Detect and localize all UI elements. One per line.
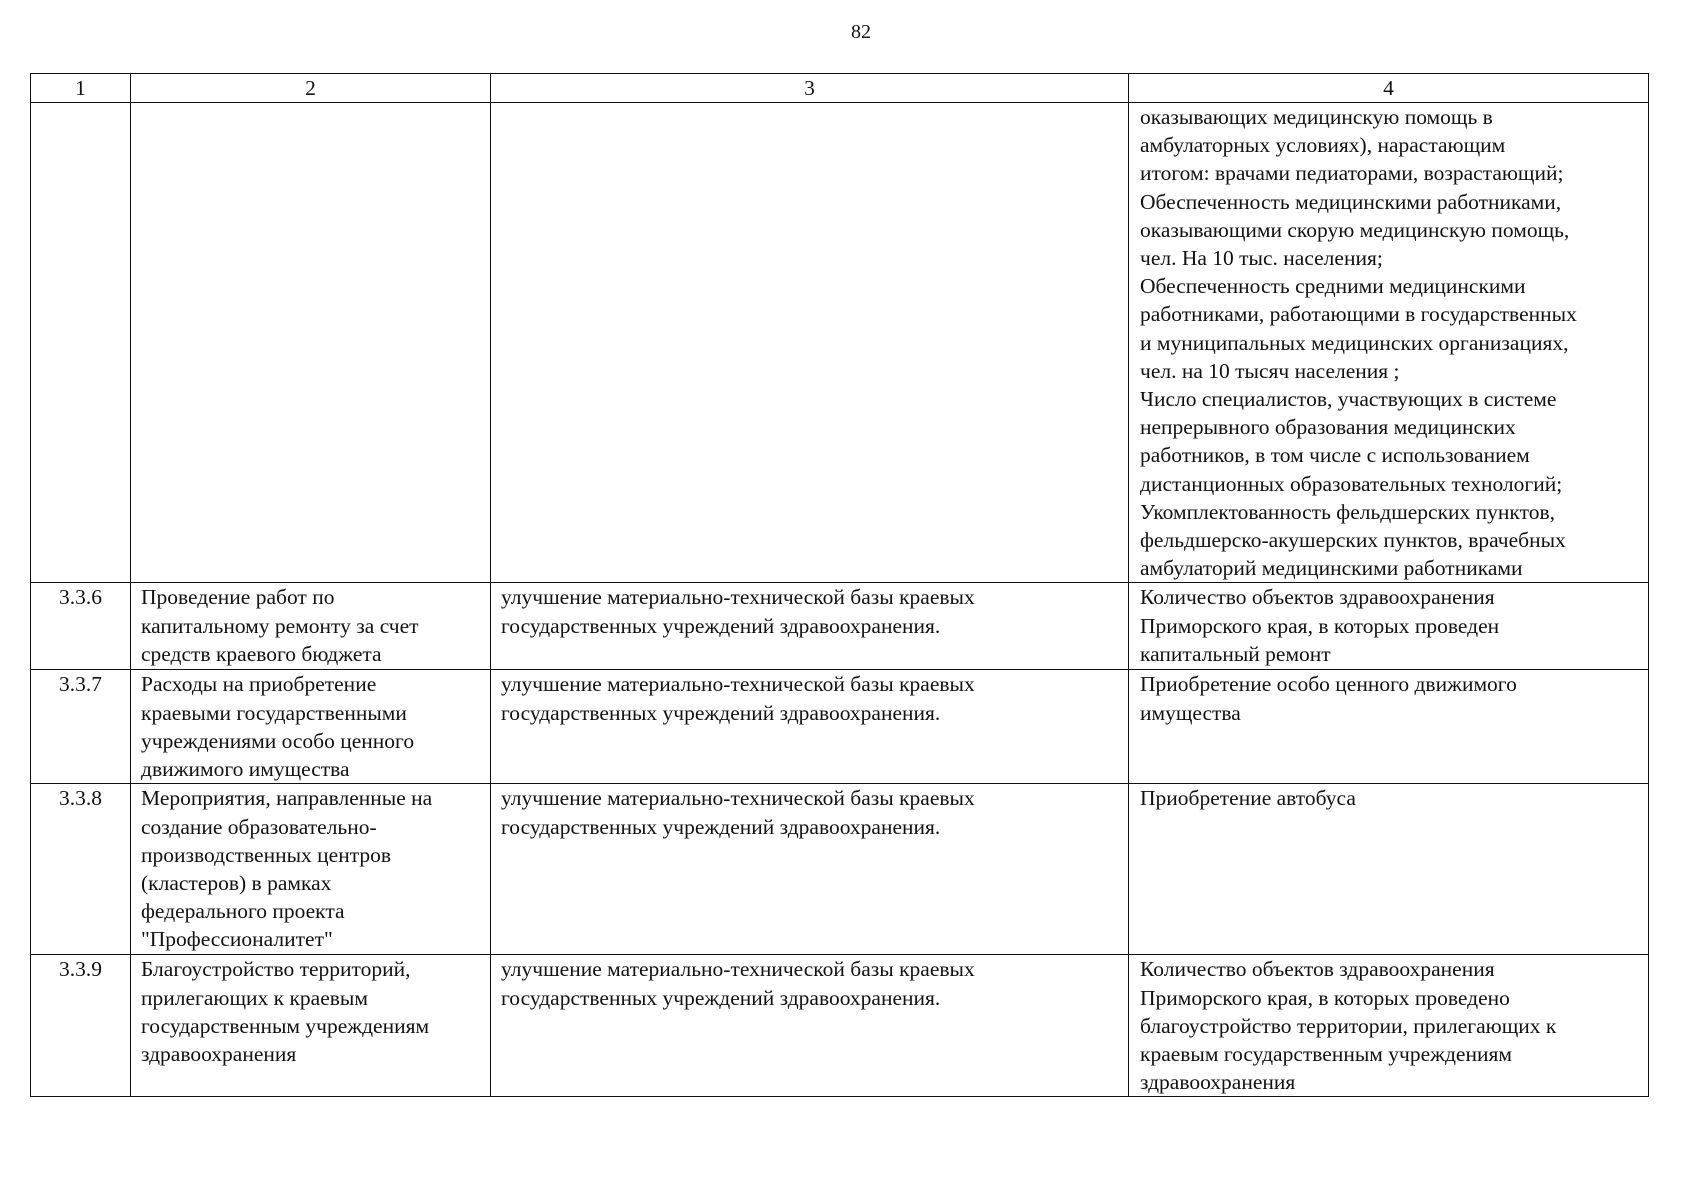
table-row [31, 784, 1649, 955]
cell-number [31, 103, 131, 583]
cell-number: 3.3.9 [31, 955, 131, 1097]
cell-activity: Проведение работ по капитальному ремонту за счет средств краевого бюджета [131, 583, 491, 670]
cell-activity: Мероприятия, направленные на создание образовательно- производственных центров (кластеров) в рамках федерального проекта "Профессионалитет" [131, 784, 491, 955]
table-row [31, 670, 1649, 784]
header-col-1: 1 [31, 74, 131, 103]
page-number: 82 [851, 21, 871, 43]
cell-indicator: Количество объектов здравоохранения Приморского края, в которых проведено благоустройство территории, прилегающих к краевым государственным учреждениям здравоохранения [1129, 955, 1649, 1097]
measures-table [30, 73, 1649, 1097]
indicator-text: оказывающих медицинскую помощь в амбулаторных условиях), нарастающим итогом: врачами педиаторами, возрастающий; Обеспеченность медицинскими работниками, оказывающими скорую медицинскую помощь, чел. На 10 тыс. населения; Обеспеченность средними медицинскими работниками, работающими в государственных и муниципальных медицинских организациях, чел. на 10 тысяч населения ; Число специалистов, участвующих в системе непрерывного образования медицинских работников, в том числе с использованием дистанционных образовательных технологий; Укомплектованность фельдшерских пунктов, фельдшерско-акушерских пунктов, врачебных амбулаторий медицинскими работниками [1140, 105, 1577, 581]
cell-number: 3.3.7 [31, 670, 131, 784]
cell-result: улучшение материально-технической базы краевых государственных учреждений здравоохранения. [491, 670, 1129, 784]
header-col-2: 2 [131, 74, 491, 103]
cell-result: улучшение материально-технической базы краевых государственных учреждений здравоохранения. [491, 583, 1129, 670]
cell-result [491, 103, 1129, 583]
cell-activity [131, 103, 491, 583]
table-row [31, 583, 1649, 670]
cell-activity: Благоустройство территорий, прилегающих к краевым государственным учреждениям здравоохранения [131, 955, 491, 1097]
cell-result: улучшение материально-технической базы краевых государственных учреждений здравоохранения. [491, 784, 1129, 955]
cell-indicator: Приобретение особо ценного движимого имущества [1129, 670, 1649, 784]
cell-indicator [1129, 103, 1649, 583]
cell-activity: Расходы на приобретение краевыми государственными учреждениями особо ценного движимого имущества [131, 670, 491, 784]
table-row [31, 955, 1649, 1097]
cell-number: 3.3.6 [31, 583, 131, 670]
table-header-row [31, 74, 1649, 103]
table-row-continuation [31, 103, 1649, 583]
cell-indicator: Приобретение автобуса [1129, 784, 1649, 955]
cell-number: 3.3.8 [31, 784, 131, 955]
cell-result: улучшение материально-технической базы краевых государственных учреждений здравоохранения. [491, 955, 1129, 1097]
header-col-3: 3 [491, 74, 1129, 103]
cell-indicator: Количество объектов здравоохранения Приморского края, в которых проведен капитальный ремонт [1129, 583, 1649, 670]
header-col-4: 4 [1129, 74, 1649, 103]
